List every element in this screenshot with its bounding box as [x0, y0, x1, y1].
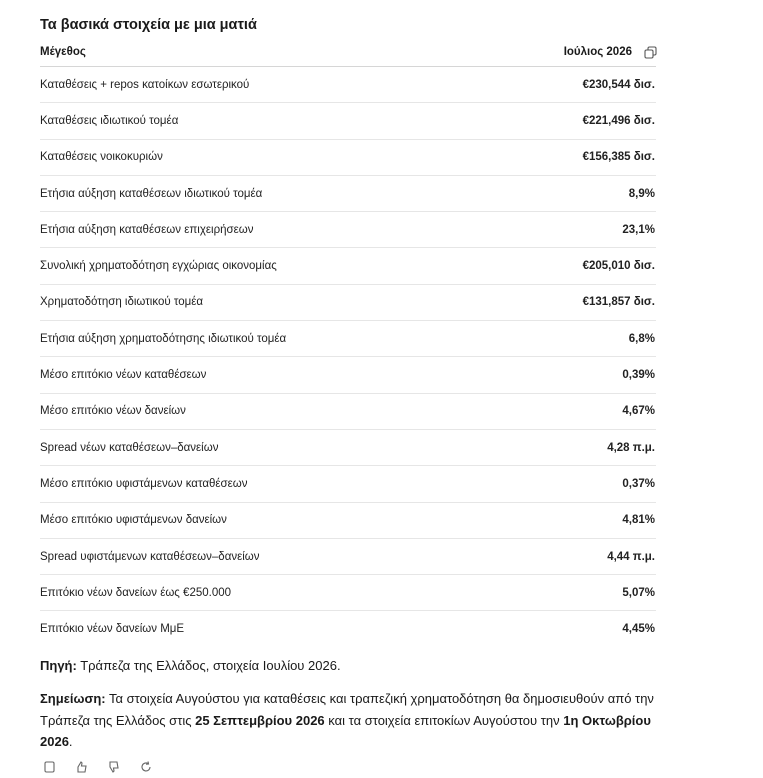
- table-row: [40, 321, 656, 357]
- row-value: €156,385 δισ.: [488, 139, 656, 175]
- thumbs-down-icon[interactable]: [108, 760, 120, 772]
- row-value: €221,496 δισ.: [488, 103, 656, 139]
- table-row: [40, 575, 656, 611]
- row-label: Spread υφιστάμενων καταθέσεων–δανείων: [40, 538, 488, 574]
- table-row: [40, 67, 656, 103]
- thumbs-up-icon[interactable]: [76, 760, 88, 772]
- row-label: Ετήσια αύξηση καταθέσεων επιχειρήσεων: [40, 212, 488, 248]
- table-row: [40, 466, 656, 502]
- row-value: €131,857 δισ.: [488, 284, 656, 320]
- message-actions: [44, 760, 152, 772]
- note-date-1: 25 Σεπτεμβρίου 2026: [195, 712, 325, 728]
- copy-icon[interactable]: [44, 760, 56, 772]
- row-label: Καταθέσεις + repos κατοίκων εσωτερικού: [40, 67, 488, 103]
- release-note: [40, 688, 656, 753]
- table-row: [40, 393, 656, 429]
- row-value: €205,010 δισ.: [488, 248, 656, 284]
- table-row: [40, 248, 656, 284]
- row-label: Μέσο επιτόκιο υφιστάμενων δανείων: [40, 502, 488, 538]
- row-label: Μέσο επιτόκιο υφιστάμενων καταθέσεων: [40, 466, 488, 502]
- row-label: Επιτόκιο νέων δανείων έως €250.000: [40, 575, 488, 611]
- row-label: Καταθέσεις ιδιωτικού τομέα: [40, 103, 488, 139]
- table-row: [40, 502, 656, 538]
- row-label: Χρηματοδότηση ιδιωτικού τομέα: [40, 284, 488, 320]
- table-row: [40, 284, 656, 320]
- note-text-2: και τα στοιχεία επιτοκίων Αυγούστου την: [324, 712, 564, 728]
- row-label: Συνολική χρηματοδότηση εγχώριας οικονομίας: [40, 248, 488, 284]
- copy-icon[interactable]: [644, 46, 656, 58]
- note-text-1: Τα στοιχεία Αυγούστου για καταθέσεις και τραπεζική χρηματοδότηση θα δημοσιευθούν από την Τράπεζα της Ελλάδος στις: [40, 691, 654, 728]
- row-value: 4,28 π.μ.: [488, 429, 656, 465]
- table-header-row: [40, 38, 656, 67]
- row-label: Καταθέσεις νοικοκυριών: [40, 139, 488, 175]
- header-metric: Μέγεθος: [40, 38, 488, 67]
- row-value: 23,1%: [488, 212, 656, 248]
- row-label: Επιτόκιο νέων δανείων ΜμΕ: [40, 623, 185, 636]
- row-value: 4,44 π.μ.: [488, 538, 656, 574]
- source-note: [40, 656, 656, 675]
- source-text: Τράπεζα της Ελλάδος, στοιχεία Ιουλίου 2026.: [76, 658, 341, 673]
- regenerate-icon[interactable]: [140, 760, 152, 772]
- table-row: [40, 212, 656, 248]
- row-label: Μέσο επιτόκιο νέων δανείων: [40, 393, 488, 429]
- row-label: Μέσο επιτόκιο νέων καταθέσεων: [40, 357, 488, 393]
- row-label: Ετήσια αύξηση χρηματοδότησης ιδιωτικού τομέα: [40, 321, 488, 357]
- note-label: Σημείωση:: [40, 691, 106, 706]
- row-value: 0,39%: [488, 357, 656, 393]
- note-date-2: 1η Οκτωβρίου 2026: [40, 712, 651, 749]
- row-value: 5,07%: [488, 575, 656, 611]
- row-value: 4,67%: [488, 393, 656, 429]
- source-label: Πηγή:: [40, 658, 77, 673]
- row-value: €230,544 δισ.: [488, 67, 656, 103]
- table-row: [40, 538, 656, 574]
- table-row: [40, 139, 656, 175]
- header-period-label: Ιούλιος 2026: [563, 46, 632, 58]
- header-period: [488, 38, 656, 67]
- table-row: [40, 103, 656, 139]
- row-value: 4,81%: [488, 502, 656, 538]
- row-value: 8,9%: [488, 175, 656, 211]
- row-value: 4,45%: [622, 623, 655, 636]
- section-title: Τα βασικά στοιχεία με μια ματιά: [40, 17, 257, 33]
- table-row: [40, 429, 656, 465]
- table-row: [40, 611, 656, 647]
- summary-table: [40, 38, 656, 647]
- row-label: Ετήσια αύξηση καταθέσεων ιδιωτικού τομέα: [40, 175, 488, 211]
- row-value: 6,8%: [488, 321, 656, 357]
- table-row: [40, 357, 656, 393]
- note-text-3: .: [68, 734, 73, 749]
- table-row: [40, 175, 656, 211]
- row-value: 0,37%: [488, 466, 656, 502]
- row-label: Spread νέων καταθέσεων–δανείων: [40, 429, 488, 465]
